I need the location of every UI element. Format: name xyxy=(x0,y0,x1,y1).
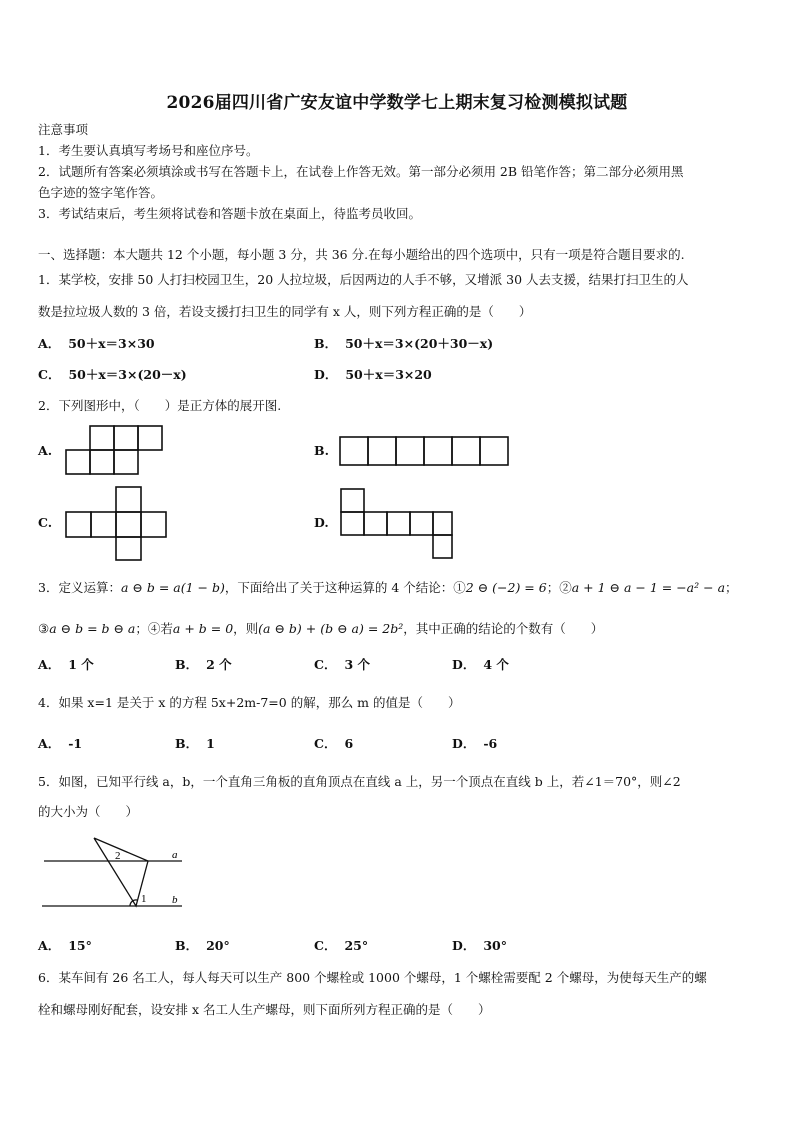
notice-item-2: 2．试题所有答案必须填涂或书写在答题卡上，在试卷上作答无效。第一部分必须用 2B 铅笔作答；第二部分必须用黑 xyxy=(38,164,684,179)
q6-stem-line2: 栓和螺母刚好配套，设安排 x 名工人生产螺母，则下面所列方程正确的是（ ） xyxy=(38,1002,491,1017)
q5-stem-line1: 5．如图，已知平行线 a，b，一个直角三角板的直角顶点在直线 a 上，另一个顶点在直线 b 上，若∠1＝70°，则∠2 xyxy=(38,774,681,789)
q1-option-d: D． 50＋x＝3×20 xyxy=(314,367,432,382)
line-b-label: b xyxy=(172,894,178,906)
q3-stem-line1: 3．定义运算：a ⊖ b = a(1 − b)，下面给出了关于这种运算的 4 个结论：①2 ⊖ (−2) = 6；②a + 1 ⊖ a − 1 = −a² − a； xyxy=(38,580,738,595)
q4-option-b: B． 1 xyxy=(175,736,215,751)
section-heading: 一、选择题：本大题共 12 个小题，每小题 3 分，共 36 分.在每小题给出的四个选项中，只有一项是符合题目要求的. xyxy=(38,247,685,262)
q4-stem: 4．如果 x=1 是关于 x 的方程 5x+2m-7=0 的解，那么 m 的值是（ ） xyxy=(38,695,461,710)
q1-option-c: C． 50＋x＝3×(20－x) xyxy=(38,367,187,382)
q3-option-d: D． 4 个 xyxy=(452,657,509,672)
line-a-label: a xyxy=(172,849,178,861)
q2-stem: 2．下列图形中，（ ）是正方体的展开图. xyxy=(38,398,282,413)
notice-item-3: 3．考试结束后，考生须将试卷和答题卡放在桌面上，待监考员收回。 xyxy=(38,206,421,221)
q1-stem-line1: 1．某学校，安排 50 人打扫校园卫生，20 人拉垃圾，后因两边的人手不够，又增派 30 人去支援，结果打扫卫生的人 xyxy=(38,272,689,287)
q4-option-a: A． -1 xyxy=(38,736,83,751)
q2-label-a: A. xyxy=(38,443,53,458)
q5-option-a: A． 15° xyxy=(38,938,92,953)
q5-stem-line2: 的大小为（ ） xyxy=(38,804,139,819)
q5-option-b: B． 20° xyxy=(175,938,230,953)
q5-option-d: D． 30° xyxy=(452,938,507,953)
triangle-ruler xyxy=(94,838,148,906)
q4-option-c: C． 6 xyxy=(314,736,354,751)
q2-label-b: B. xyxy=(314,443,329,458)
q3-stem-line2: ③a ⊖ b = b ⊖ a；④若a + b = 0，则(a ⊖ b) + (b ⊖ a) = 2b²，其中正确的结论的个数有（ ） xyxy=(38,621,604,636)
q2-figure-d xyxy=(338,486,458,562)
notice-item-2-cont: 色字迹的签字笔作答。 xyxy=(38,185,164,200)
q1-option-a: A． 50＋x＝3×30 xyxy=(38,336,155,351)
q3-option-b: B． 2 个 xyxy=(175,657,232,672)
q2-label-c: C. xyxy=(38,515,53,530)
page-title: 2026届四川省广安友谊中学数学七上期末复习检测模拟试题 xyxy=(166,93,628,113)
q5-option-c: C． 25° xyxy=(314,938,369,953)
q1-stem-line2: 数是拉垃圾人数的 3 倍，若设支援打扫卫生的同学有 x 人，则下列方程正确的是（ ） xyxy=(38,304,532,319)
q2-label-d: D. xyxy=(314,515,329,530)
q1-option-b: B． 50＋x＝3×(20＋30－x) xyxy=(314,336,494,351)
angle-1-label: 1 xyxy=(141,893,147,905)
q5-figure xyxy=(38,830,188,912)
q2-figure-b xyxy=(338,434,510,468)
q6-stem-line1: 6．某车间有 26 名工人，每人每天可以生产 800 个螺栓或 1000 个螺母，1 个螺栓需要配 2 个螺母，为使每天生产的螺 xyxy=(38,970,707,985)
q2-figure-c xyxy=(62,484,174,562)
q3-option-a: A． 1 个 xyxy=(38,657,94,672)
q3-option-c: C． 3 个 xyxy=(314,657,371,672)
q4-option-d: D． -6 xyxy=(452,736,498,751)
angle-2-label: 2 xyxy=(115,850,121,862)
notice-heading: 注意事项 xyxy=(38,122,89,137)
q2-figure-a xyxy=(60,422,170,478)
notice-item-1: 1．考生要认真填写考场号和座位序号。 xyxy=(38,143,259,158)
